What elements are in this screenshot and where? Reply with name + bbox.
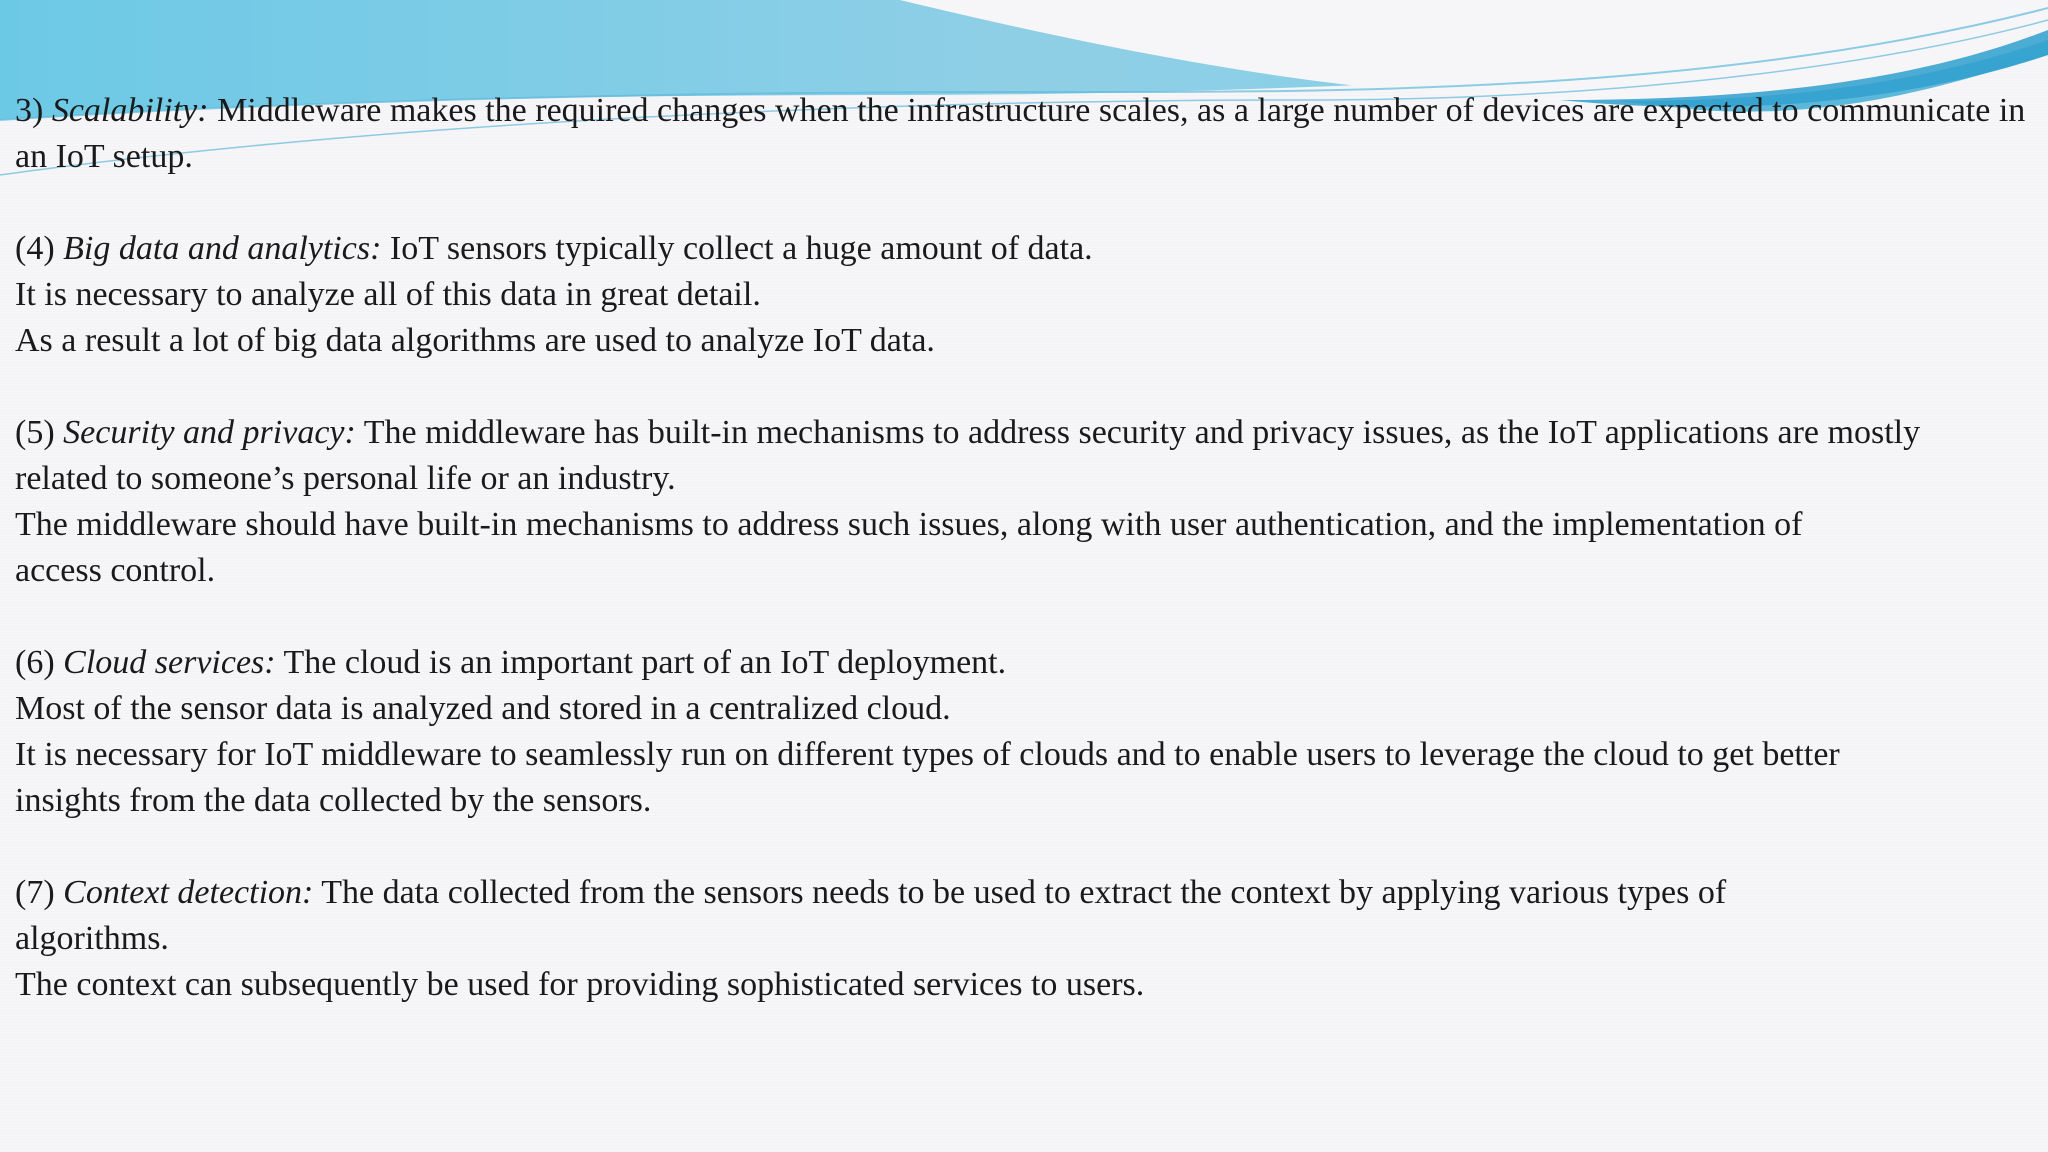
item-term: Cloud services:: [63, 644, 276, 681]
item-text: The cloud is an important part of an IoT deployment.: [283, 644, 1007, 681]
item-number: (6): [15, 644, 55, 681]
paragraph-scalability: [15, 88, 2030, 180]
item-number: (4): [15, 230, 55, 267]
paragraph-line: [15, 870, 2030, 916]
item-text: Middleware makes the required changes when the infrastructure scales, as a large number of devices are expected to: [217, 92, 1799, 129]
item-number: (7): [15, 874, 55, 911]
paragraph-line: [15, 226, 2030, 272]
paragraph-line: The context can subsequently be used for providing sophisticated services to users.: [15, 966, 1145, 1003]
paragraph-line: The middleware should have built-in mechanisms to address such issues, along with user authentication, and the implementation of: [15, 506, 1803, 543]
item-text: communicate in an IoT setup.: [15, 92, 2026, 175]
paragraph-line: [15, 88, 2030, 180]
paragraph-line: access control.: [15, 552, 216, 589]
paragraph-line: related to someone’s personal life or an industry.: [15, 460, 676, 497]
paragraph-line: insights from the data collected by the sensors.: [15, 782, 652, 819]
paragraph-line: As a result a lot of big data algorithms are used to analyze IoT data.: [15, 322, 935, 359]
item-number: 3): [15, 92, 44, 129]
item-number: (5): [15, 414, 55, 451]
paragraph-big-data: [15, 226, 2030, 364]
paragraph-cloud-services: [15, 640, 2030, 824]
paragraph-line: Most of the sensor data is analyzed and stored in a centralized cloud.: [15, 690, 951, 727]
item-text: IoT sensors typically collect a huge amount of data.: [389, 230, 1093, 267]
paragraph-line: algorithms.: [15, 920, 169, 957]
item-term: Security and privacy:: [63, 414, 356, 451]
paragraph-context-detection: [15, 870, 2030, 1008]
paragraph-line: [15, 640, 2030, 686]
item-text: The middleware has built-in mechanisms to address security and privacy issues, as the IoT applications are mostly: [363, 414, 1921, 451]
paragraph-line: [15, 410, 2030, 456]
item-text: The data collected from the sensors needs to be used to extract the context by applying various types of: [321, 874, 1727, 911]
paragraph-line: It is necessary for IoT middleware to seamlessly run on different types of clouds and to enable users to leverage the cloud to get better: [15, 736, 1840, 773]
paragraph-line: It is necessary to analyze all of this data in great detail.: [15, 276, 761, 313]
item-term: Scalability:: [51, 92, 209, 129]
item-term: Big data and analytics:: [63, 230, 382, 267]
item-term: Context detection:: [63, 874, 314, 911]
paragraph-security: [15, 410, 2030, 594]
slide-body: [15, 88, 2030, 1054]
